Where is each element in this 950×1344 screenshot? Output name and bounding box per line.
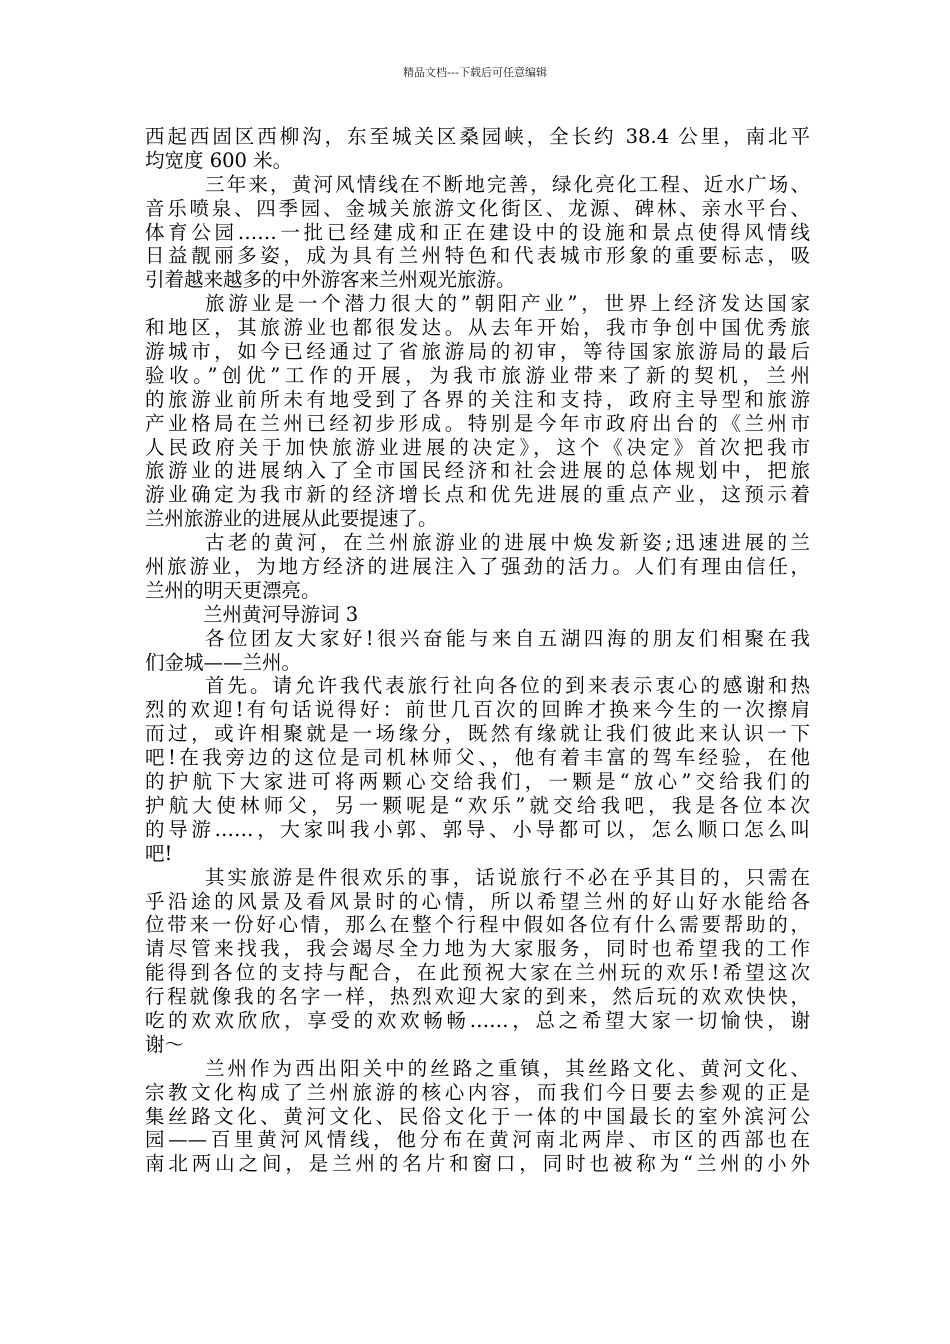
text-line: 宗教文化构成了兰州旅游的核心内容，而我们今日要去参观的正是 — [145, 1080, 810, 1104]
text-line: 各位团友大家好!很兴奋能与来自五湖四海的朋友们相聚在我 — [205, 626, 810, 650]
text-line: 吃的欢欢欣欣，享受的欢欢畅畅……，总之希望大家一切愉快，谢 — [145, 1008, 810, 1032]
text-line: 州旅游业，为地方经济的进展注入了强劲的活力。人们有理由信任， — [145, 555, 810, 579]
text-line: 请尽管来找我，我会竭尽全力地为大家服务，同时也希望我的工作 — [145, 937, 810, 961]
text-line: 三年来，黄河风情线在不断地完善，绿化亮化工程、近水广场、 — [205, 172, 810, 196]
text-line: 首先。请允许我代表旅行社向各位的到来表示衷心的感谢和热 — [205, 674, 810, 698]
text-line: 的导游……，大家叫我小郭、郭导、小导都可以，怎么顺口怎么叫 — [145, 817, 810, 841]
text-line: 的旅游业前所未有地受到了各界的关注和支持，政府主导型和旅游 — [145, 387, 810, 411]
text-line: 位带来一份好心情，那么在整个行程中假如各位有什么需要帮助的， — [145, 913, 810, 937]
text-line: 和地区，其旅游业也都很发达。从去年开始，我市争创中国优秀旅 — [145, 316, 810, 340]
section-heading: 兰州黄河导游词 3 — [203, 602, 359, 626]
text-line: 护航大使林师父，另一颗呢是“欢乐”就交给我吧，我是各位本次 — [145, 793, 810, 817]
text-line: 音乐喷泉、四季园、金城关旅游文化街区、龙源、碑林、亲水平台、 — [145, 196, 810, 220]
text-line: 其实旅游是件很欢乐的事，话说旅行不必在乎其目的，只需在 — [205, 865, 810, 889]
text-line: 旅游业的进展纳入了全市国民经济和社会进展的总体规划中，把旅 — [145, 459, 810, 483]
page-header: 精品文档---下载后可任意编辑 — [403, 66, 547, 79]
text-line: 集丝路文化、黄河文化、民俗文化于一体的中国最长的室外滨河公 — [145, 1104, 810, 1128]
text-line: 谢～ — [145, 1032, 185, 1056]
text-line: 的护航下大家进可将两颗心交给我们，一颗是“放心”交给我们的 — [145, 770, 810, 794]
text-line: 吧!在我旁边的这位是司机林师父、，他有着丰富的驾车经验，在他 — [145, 746, 810, 770]
text-line: 能得到各位的支持与配合，在此预祝大家在兰州玩的欢乐!希望这次 — [145, 961, 810, 985]
text-line: 游城市，如今已经通过了省旅游局的初审，等待国家旅游局的最后 — [145, 340, 810, 364]
text-line: 兰州作为西出阳关中的丝路之重镇，其丝路文化、黄河文化、 — [205, 1056, 810, 1080]
text-line: 西起西固区西柳沟，东至城关区桑园峡，全长约 38.4 公里，南北平 — [145, 125, 810, 148]
text-line: 体育公园……一批已经建成和正在建设中的设施和景点使得风情线 — [145, 220, 810, 244]
text-line: 兰州的明天更漂亮。 — [145, 578, 321, 602]
text-line: 吧! — [145, 841, 173, 865]
text-line: 乎沿途的风景及看风景时的心情，所以希望兰州的好山好水能给各 — [145, 889, 810, 913]
text-line: 引着越来越多的中外游客来兰州观光旅游。 — [145, 268, 516, 292]
document-body — [145, 125, 810, 1176]
text-line: 游业确定为我市新的经济增长点和优先进展的重点产业，这预示着 — [145, 483, 810, 507]
text-line: 古老的黄河，在兰州旅游业的进展中焕发新姿;迅速进展的兰 — [205, 531, 810, 555]
text-line: 园——百里黄河风情线，他分布在黄河南北两岸、市区的西部也在 — [145, 1128, 810, 1152]
text-line: 行程就像我的名字一样，热烈欢迎大家的到来，然后玩的欢欢快快， — [145, 985, 810, 1009]
text-line: 兰州旅游业的进展从此要提速了。 — [145, 507, 438, 531]
text-line: 验收。”创优”工作的开展，为我市旅游业带来了新的契机，兰州 — [145, 363, 810, 387]
text-line: 均宽度 600 米。 — [145, 148, 293, 172]
text-line: 日益靓丽多姿，成为具有兰州特色和代表城市形象的重要标志，吸 — [145, 244, 810, 268]
text-line: 人民政府关于加快旅游业进展的决定》，这个《决定》首次把我市 — [145, 435, 810, 459]
text-line: 南北两山之间，是兰州的名片和窗口，同时也被称为“兰州的小外 — [145, 1152, 810, 1176]
text-line: 旅游业是一个潜力很大的”朝阳产业”，世界上经济发达国家 — [205, 292, 810, 316]
text-line: 产业格局在兰州已经初步形成。特别是今年市政府出台的《兰州市 — [145, 411, 810, 435]
text-line: 烈的欢迎!有句话说得好：前世几百次的回眸才换来今生的一次擦肩 — [145, 698, 810, 722]
text-line: 们金城——兰州。 — [145, 650, 302, 674]
text-line: 而过，或许相聚就是一场缘分，既然有缘就让我们彼此来认识一下 — [145, 722, 810, 746]
